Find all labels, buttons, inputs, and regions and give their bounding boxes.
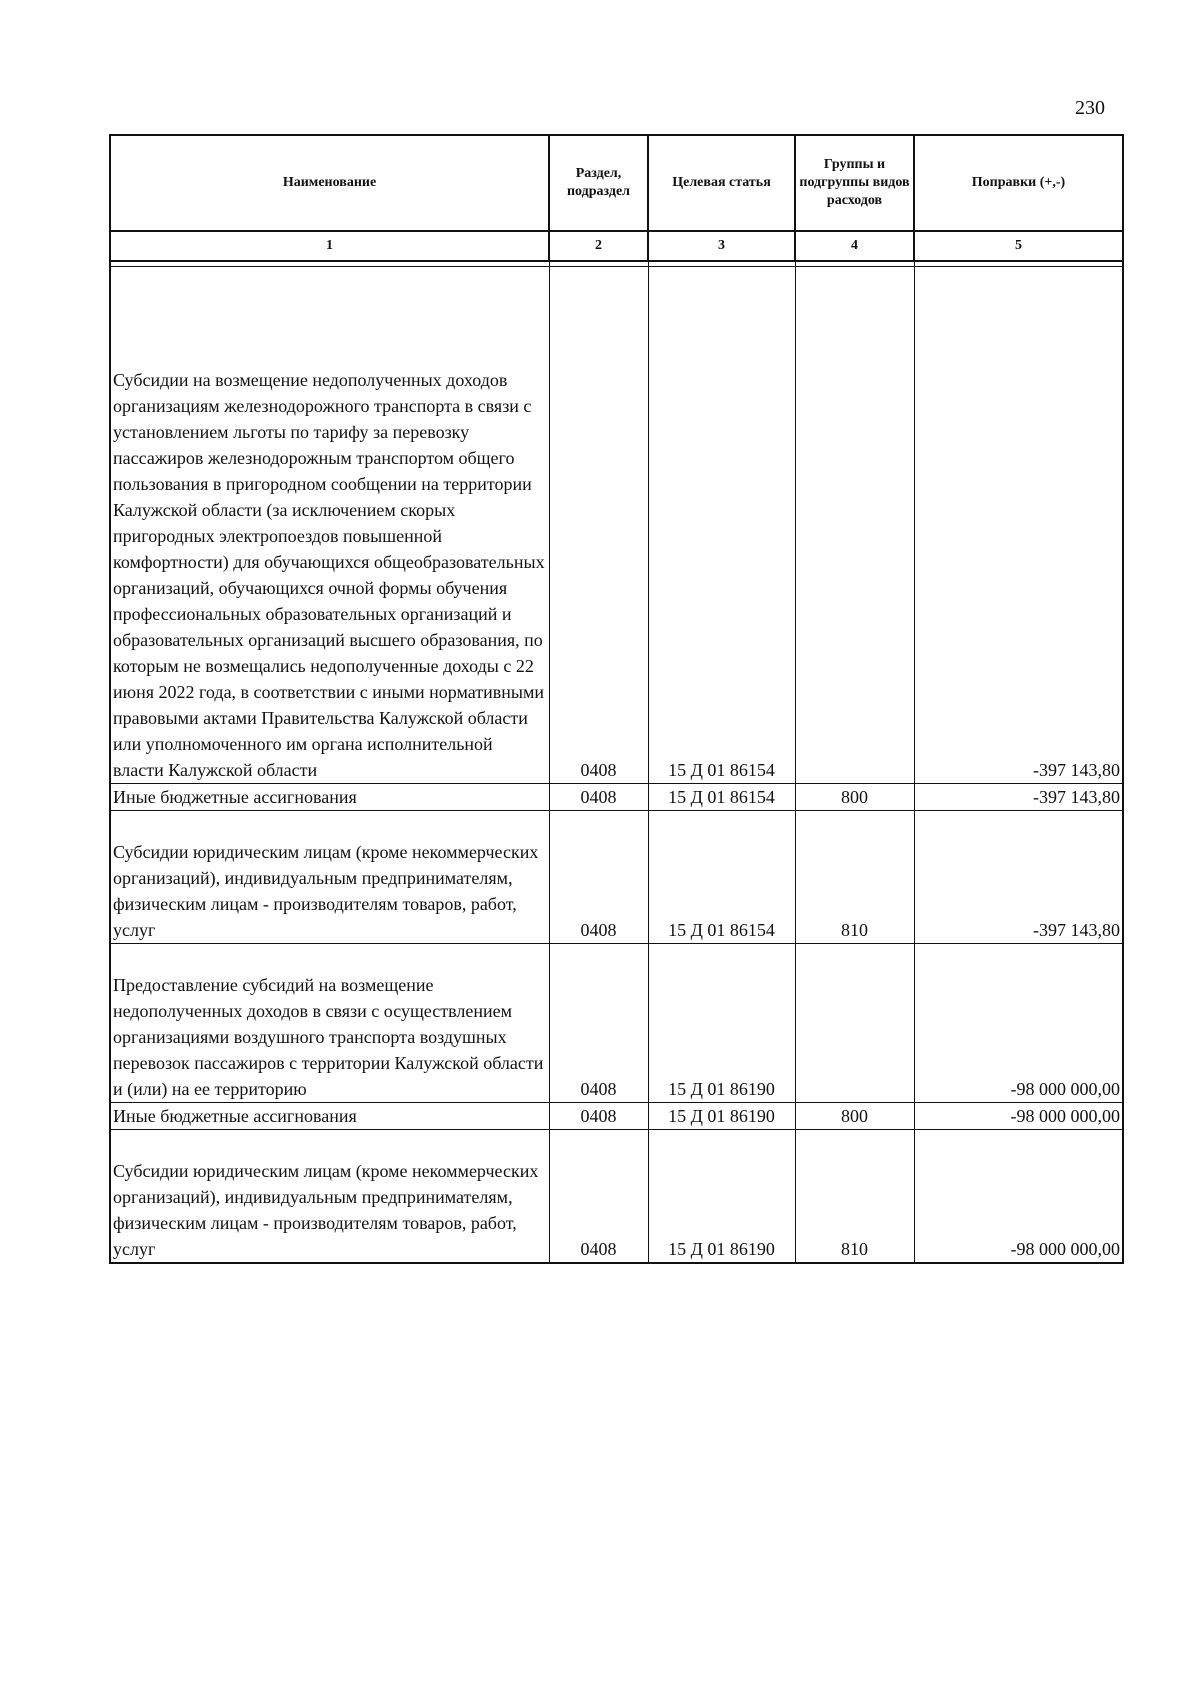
header-name: Наименование <box>110 135 549 231</box>
row-section: 0408 <box>549 1130 648 1264</box>
column-number: 3 <box>648 231 795 261</box>
table-row <box>110 267 1123 784</box>
row-group: 800 <box>795 1103 914 1130</box>
row-target: 15 Д 01 86154 <box>648 267 795 784</box>
header-section: Раздел, подраздел <box>549 135 648 231</box>
row-section: 0408 <box>549 811 648 944</box>
row-amount: -397 143,80 <box>914 811 1123 944</box>
column-number: 5 <box>914 231 1123 261</box>
row-name: Предоставление субсидий на возмещение недополученных доходов в связи с осуществлением организациями воздушного транспорта воздушных перевозок пассажиров с территории Калужской области и (или) на ее территорию <box>110 944 549 1103</box>
row-name: Иные бюджетные ассигнования <box>110 784 549 811</box>
column-number: 2 <box>549 231 648 261</box>
table-row <box>110 811 1123 944</box>
column-number-row <box>110 231 1123 261</box>
row-group: 810 <box>795 1130 914 1264</box>
row-group <box>795 944 914 1103</box>
row-name: Субсидии на возмещение недополученных доходов организациям железнодорожного транспорта в связи с установлением льготы по тарифу за перевозку пассажиров железнодорожным транспортом общего пользования в пригородном сообщении на территории Калужской области (за исключением скорых пригородных электропоездов повышенной комфортности) для обучающихся общеобразовательных организаций, обучающихся очной формы обучения профессиональных образовательных организаций и образовательных организаций высшего образования, по которым не возмещались недополученные доходы с 22 июня 2022 года, в соответствии с иными нормативными правовыми актами Правительства Калужской области или уполномоченного им органа исполнительной власти Калужской области <box>110 267 549 784</box>
table-row <box>110 1103 1123 1130</box>
column-number: 1 <box>110 231 549 261</box>
column-number: 4 <box>795 231 914 261</box>
row-amount: -98 000 000,00 <box>914 1130 1123 1264</box>
header-target: Целевая статья <box>648 135 795 231</box>
row-target: 15 Д 01 86154 <box>648 784 795 811</box>
row-target: 15 Д 01 86190 <box>648 1130 795 1264</box>
row-target: 15 Д 01 86190 <box>648 1103 795 1130</box>
row-amount: -397 143,80 <box>914 267 1123 784</box>
row-section: 0408 <box>549 784 648 811</box>
row-target: 15 Д 01 86190 <box>648 944 795 1103</box>
header-group: Группы и подгруппы видов расходов <box>795 135 914 231</box>
table-row <box>110 944 1123 1103</box>
row-group: 810 <box>795 811 914 944</box>
table-row <box>110 784 1123 811</box>
row-amount: -98 000 000,00 <box>914 1103 1123 1130</box>
row-amount: -98 000 000,00 <box>914 944 1123 1103</box>
table-row <box>110 1130 1123 1264</box>
row-amount: -397 143,80 <box>914 784 1123 811</box>
row-group: 800 <box>795 784 914 811</box>
row-name: Субсидии юридическим лицам (кроме некоммерческих организаций), индивидуальным предпринимателям, физическим лицам - производителям товаров, работ, услуг <box>110 1130 549 1264</box>
page-number: 230 <box>1075 97 1105 119</box>
row-section: 0408 <box>549 1103 648 1130</box>
row-name: Иные бюджетные ассигнования <box>110 1103 549 1130</box>
row-section: 0408 <box>549 944 648 1103</box>
header-amount: Поправки (+,-) <box>914 135 1123 231</box>
budget-table <box>109 134 1124 1264</box>
row-group <box>795 267 914 784</box>
row-name: Субсидии юридическим лицам (кроме некоммерческих организаций), индивидуальным предпринимателям, физическим лицам - производителям товаров, работ, услуг <box>110 811 549 944</box>
row-section: 0408 <box>549 267 648 784</box>
header-row <box>110 135 1123 231</box>
row-target: 15 Д 01 86154 <box>648 811 795 944</box>
